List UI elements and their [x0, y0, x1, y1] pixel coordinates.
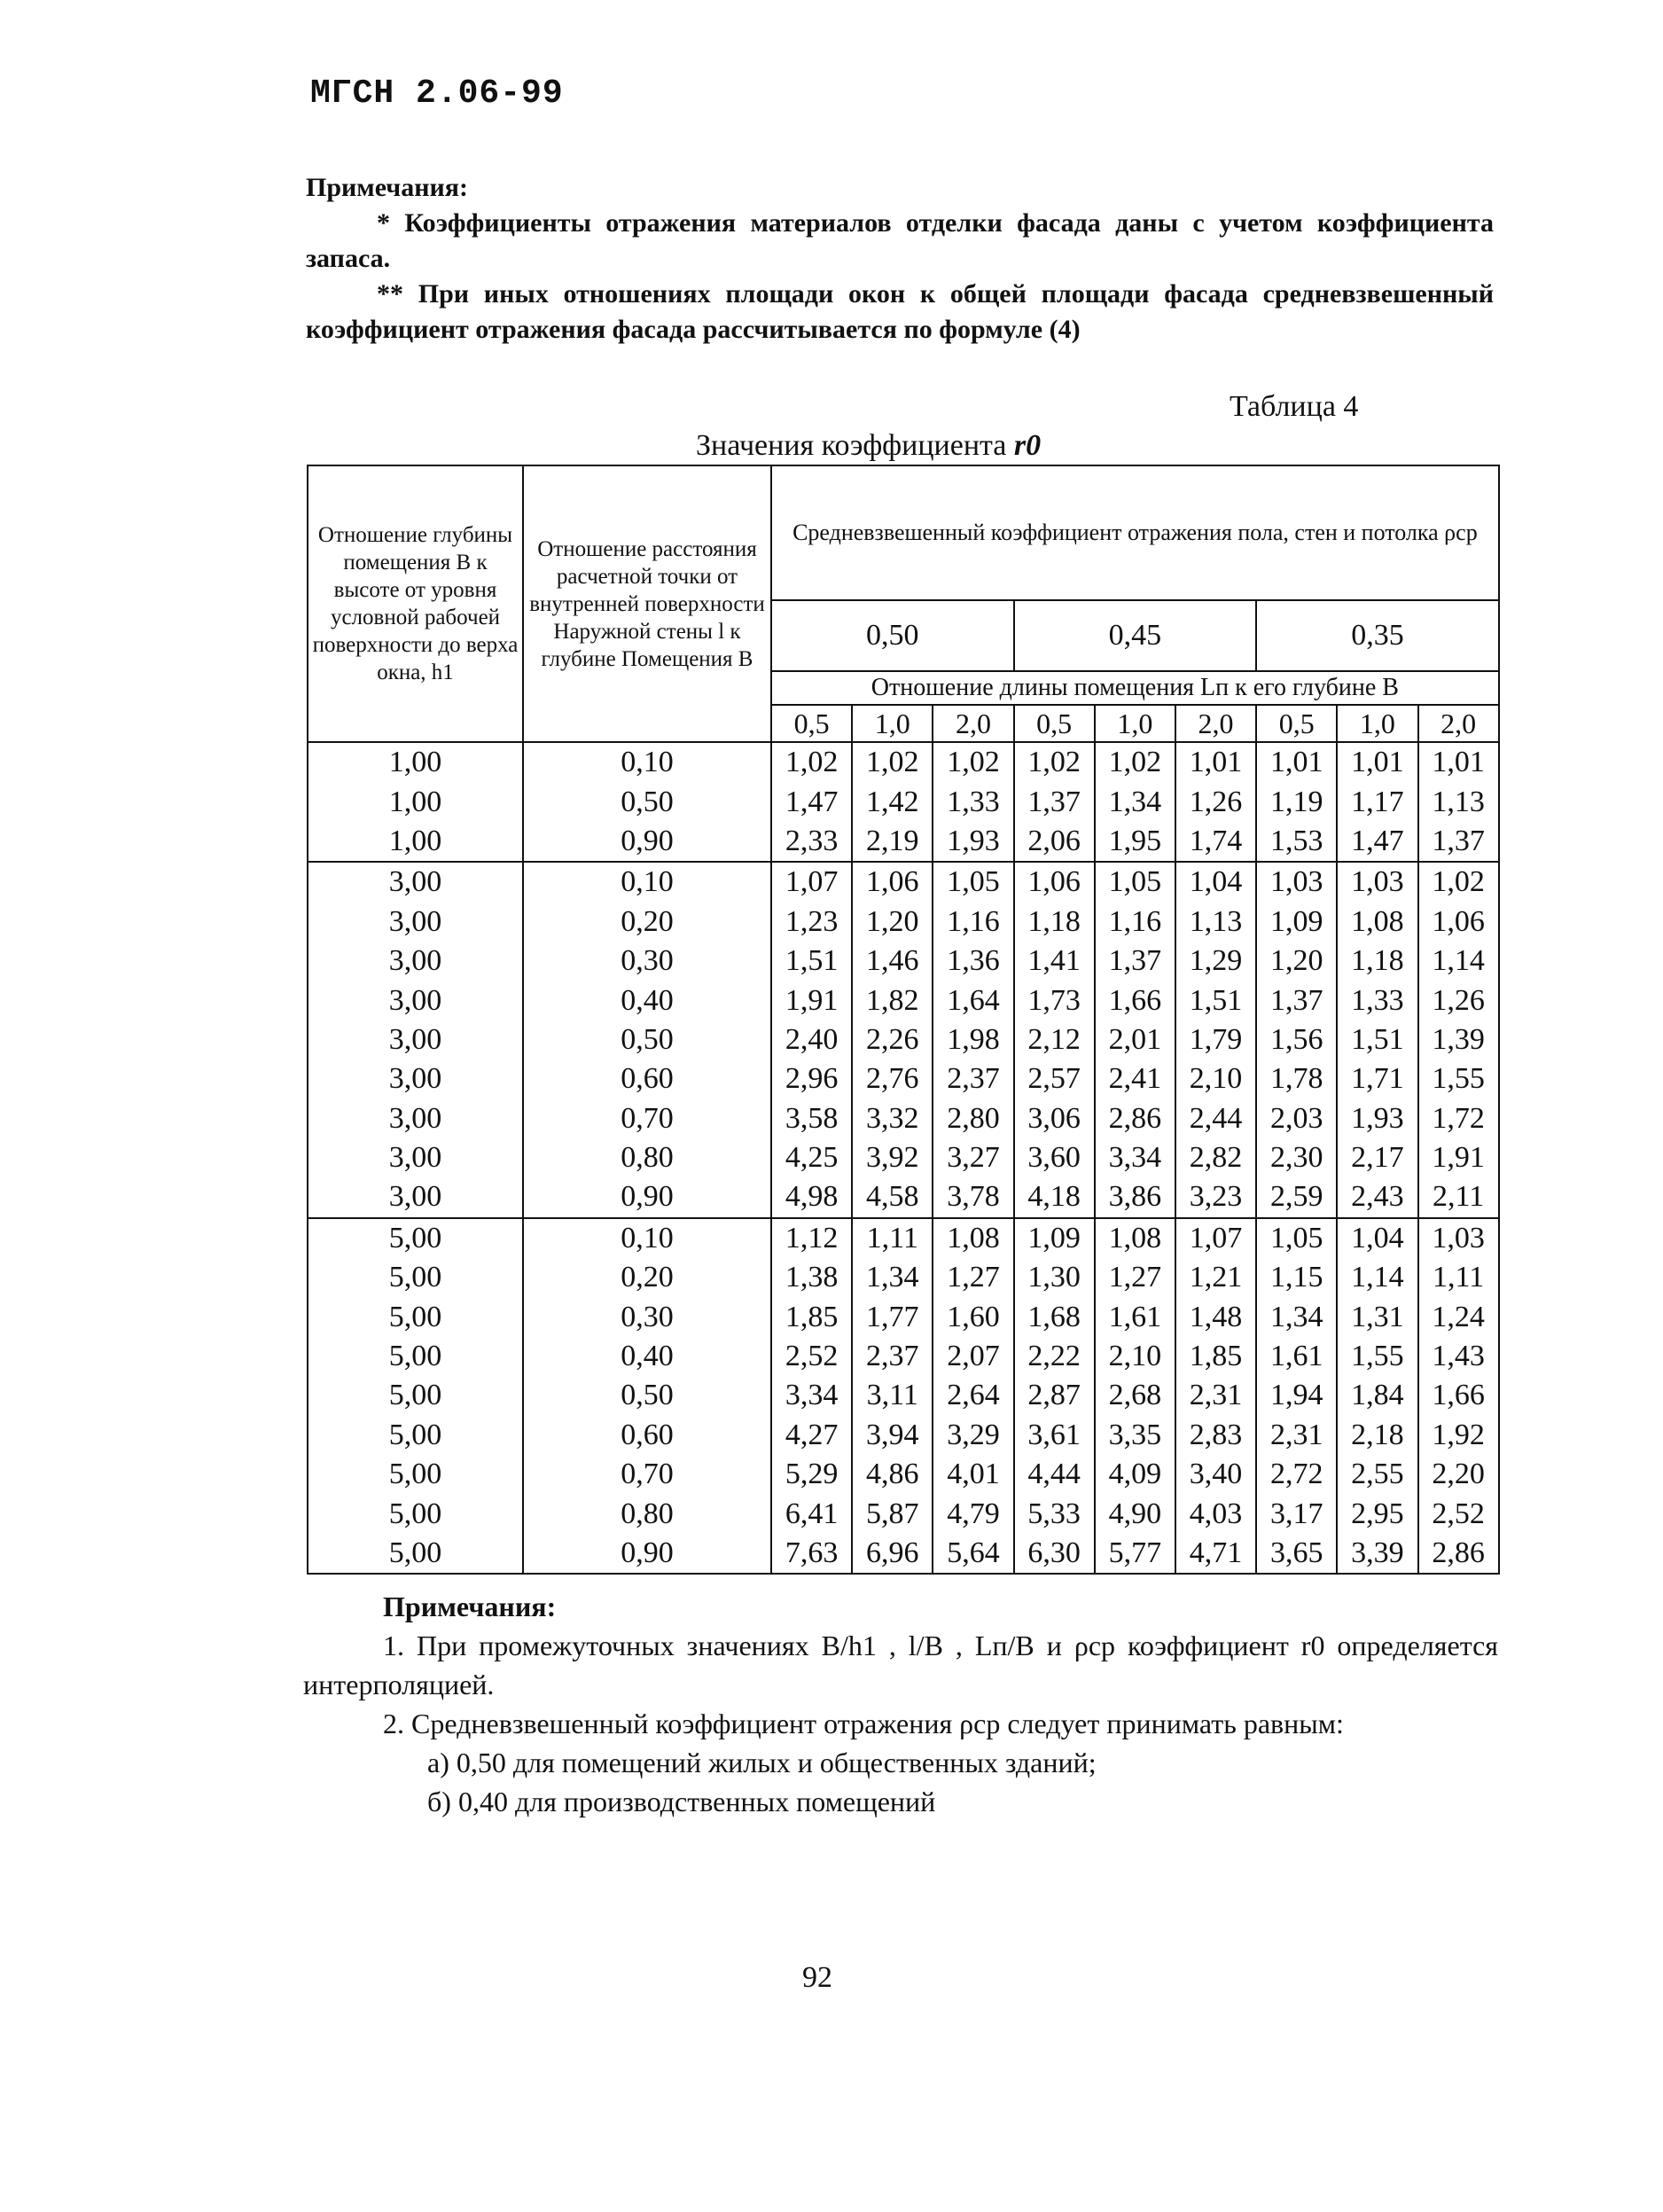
coefficient-cell: 2,86: [1418, 1534, 1499, 1574]
coefficient-cell: 1,02: [1014, 742, 1095, 782]
notes-top: [306, 170, 1494, 348]
coefficient-cell: 1,15: [1256, 1258, 1337, 1297]
coefficient-cell: 1,33: [933, 782, 1013, 821]
coefficient-cell: 1,55: [1418, 1059, 1499, 1098]
coefficient-cell: 2,40: [771, 1020, 852, 1059]
coefficient-cell: 4,25: [771, 1138, 852, 1177]
coefficient-cell: 1,18: [1014, 903, 1095, 942]
coefficient-cell: 3,23: [1175, 1177, 1256, 1217]
depth-height-ratio-cell: 3,00: [308, 903, 523, 942]
coefficient-cell: 3,34: [1095, 1138, 1175, 1177]
length-ratio-cell: 1,0: [1337, 705, 1417, 742]
coefficient-cell: 1,60: [933, 1297, 1013, 1336]
coefficient-cell: 2,76: [852, 1059, 933, 1098]
coefficient-cell: 1,85: [1175, 1337, 1256, 1376]
coefficient-cell: 1,37: [1014, 782, 1095, 821]
table-row: [308, 981, 1499, 1020]
table-row: [308, 903, 1499, 942]
distance-ratio-cell: 0,60: [523, 1416, 771, 1455]
coefficient-cell: 1,79: [1175, 1020, 1256, 1059]
coefficient-cell: 1,08: [933, 1218, 1013, 1258]
depth-height-ratio-cell: 1,00: [308, 822, 523, 862]
coefficient-cell: 1,19: [1256, 782, 1337, 821]
col-header-distance-depth: Отношение расстояния расчетной точки от внутренней поверхности Наружной стены l к глубине Помещения B: [523, 465, 771, 742]
coefficient-cell: 2,37: [933, 1059, 1013, 1098]
coefficient-cell: 2,64: [933, 1376, 1013, 1415]
depth-height-ratio-cell: 5,00: [308, 1297, 523, 1336]
coefficient-cell: 2,33: [771, 822, 852, 862]
coefficient-cell: 1,33: [1337, 981, 1417, 1020]
coefficient-cell: 3,92: [852, 1138, 933, 1177]
coefficient-cell: 2,95: [1337, 1494, 1417, 1533]
coefficient-cell: 2,03: [1256, 1099, 1337, 1138]
coefficient-cell: 2,86: [1095, 1099, 1175, 1138]
distance-ratio-cell: 0,50: [523, 1020, 771, 1059]
table-title-text: Значения коэффициента: [696, 429, 1007, 462]
coefficient-cell: 2,20: [1418, 1455, 1499, 1494]
coefficient-cell: 2,10: [1095, 1337, 1175, 1376]
coefficient-cell: 5,77: [1095, 1534, 1175, 1574]
distance-ratio-cell: 0,90: [523, 822, 771, 862]
coefficient-cell: 1,03: [1337, 862, 1417, 902]
notes-bottom: [303, 1587, 1498, 1821]
coefficient-cell: 1,64: [933, 981, 1013, 1020]
depth-height-ratio-cell: 3,00: [308, 1099, 523, 1138]
coefficient-cell: 1,74: [1175, 822, 1256, 862]
distance-ratio-cell: 0,10: [523, 742, 771, 782]
distance-ratio-cell: 0,50: [523, 782, 771, 821]
length-ratio-cell: 2,0: [1175, 705, 1256, 742]
coefficient-cell: 1,95: [1095, 822, 1175, 862]
table-row: [308, 1376, 1499, 1415]
coefficient-cell: 1,39: [1418, 1020, 1499, 1059]
table-title: [696, 429, 1041, 463]
coefficient-cell: 1,34: [852, 1258, 933, 1297]
coefficient-cell: 1,37: [1095, 942, 1175, 981]
note-residential: а) 0,50 для помещений жилых и общественных зданий;: [427, 1747, 1097, 1778]
coefficient-cell: 4,71: [1175, 1534, 1256, 1574]
coefficient-cell: 1,93: [1337, 1099, 1417, 1138]
coefficient-cell: 3,34: [771, 1376, 852, 1415]
coefficient-cell: 1,26: [1418, 981, 1499, 1020]
coefficient-cell: 1,34: [1095, 782, 1175, 821]
note-window-ratio: ** При иных отношениях площади окон к общей площади фасада средневзвешенный коэффициент отражения фасада рассчитывается по формуле (4): [306, 279, 1494, 344]
table-row: [308, 1138, 1499, 1177]
note-facade-coefficients: * Коэффициенты отражения материалов отделки фасада даны с учетом коэффициента запаса.: [306, 208, 1494, 273]
table-row: [308, 862, 1499, 902]
table-row: [308, 1416, 1499, 1455]
coefficient-cell: 6,30: [1014, 1534, 1095, 1574]
rho-header: 0,35: [1256, 600, 1499, 671]
coefficient-cell: 1,41: [1014, 942, 1095, 981]
coefficient-cell: 3,39: [1337, 1534, 1417, 1574]
length-ratio-header: Отношение длины помещения Lп к его глубине B: [771, 671, 1499, 705]
coefficient-cell: 1,03: [1418, 1218, 1499, 1258]
coefficient-cell: 1,56: [1256, 1020, 1337, 1059]
coefficient-cell: 1,23: [771, 903, 852, 942]
coefficient-cell: 1,78: [1256, 1059, 1337, 1098]
coefficient-cell: 1,82: [852, 981, 933, 1020]
distance-ratio-cell: 0,20: [523, 1258, 771, 1297]
coefficient-cell: 1,43: [1418, 1337, 1499, 1376]
coefficient-cell: 1,14: [1337, 1258, 1417, 1297]
coefficient-cell: 1,16: [1095, 903, 1175, 942]
distance-ratio-cell: 0,30: [523, 1297, 771, 1336]
coefficient-cell: 1,31: [1337, 1297, 1417, 1336]
coefficient-cell: 4,98: [771, 1177, 852, 1217]
coefficient-cell: 2,59: [1256, 1177, 1337, 1217]
table-row: [308, 782, 1499, 821]
distance-ratio-cell: 0,20: [523, 903, 771, 942]
coefficient-cell: 3,58: [771, 1099, 852, 1138]
coefficient-cell: 1,27: [933, 1258, 1013, 1297]
table-row: [308, 1099, 1499, 1138]
coefficient-cell: 4,01: [933, 1455, 1013, 1494]
coefficient-cell: 2,96: [771, 1059, 852, 1098]
length-ratio-cell: 1,0: [1095, 705, 1175, 742]
coefficient-cell: 2,43: [1337, 1177, 1417, 1217]
coefficient-cell: 2,44: [1175, 1099, 1256, 1138]
depth-height-ratio-cell: 5,00: [308, 1455, 523, 1494]
depth-height-ratio-cell: 3,00: [308, 942, 523, 981]
coefficient-cell: 4,03: [1175, 1494, 1256, 1533]
coefficient-cell: 3,35: [1095, 1416, 1175, 1455]
coefficient-cell: 1,51: [771, 942, 852, 981]
coefficient-cell: 1,91: [771, 981, 852, 1020]
table-row: [308, 1297, 1499, 1336]
coefficient-cell: 1,98: [933, 1020, 1013, 1059]
coefficient-cell: 2,01: [1095, 1020, 1175, 1059]
coefficient-cell: 4,90: [1095, 1494, 1175, 1533]
coefficient-cell: 1,07: [771, 862, 852, 902]
coefficient-cell: 1,08: [1337, 903, 1417, 942]
coefficient-cell: 1,04: [1337, 1218, 1417, 1258]
coefficient-cell: 2,52: [1418, 1494, 1499, 1533]
coefficient-cell: 1,51: [1175, 981, 1256, 1020]
coefficient-cell: 1,36: [933, 942, 1013, 981]
coefficient-cell: 1,66: [1418, 1376, 1499, 1415]
distance-ratio-cell: 0,90: [523, 1177, 771, 1217]
table-row: [308, 942, 1499, 981]
distance-ratio-cell: 0,30: [523, 942, 771, 981]
coefficient-cell: 1,08: [1095, 1218, 1175, 1258]
coefficient-cell: 5,29: [771, 1455, 852, 1494]
coefficient-cell: 1,91: [1418, 1138, 1499, 1177]
coefficient-cell: 2,19: [852, 822, 933, 862]
coefficient-cell: 1,14: [1418, 942, 1499, 981]
coefficient-cell: 1,20: [852, 903, 933, 942]
coefficient-cell: 2,07: [933, 1337, 1013, 1376]
coefficient-cell: 1,21: [1175, 1258, 1256, 1297]
coefficient-cell: 1,11: [1418, 1258, 1499, 1297]
depth-height-ratio-cell: 3,00: [308, 862, 523, 902]
coefficient-cell: 2,11: [1418, 1177, 1499, 1217]
rho-header: 0,50: [771, 600, 1014, 671]
table-row: [308, 1177, 1499, 1217]
coefficient-cell: 2,41: [1095, 1059, 1175, 1098]
coefficient-cell: 6,96: [852, 1534, 933, 1574]
coefficient-cell: 3,27: [933, 1138, 1013, 1177]
length-ratio-cell: 2,0: [1418, 705, 1499, 742]
coefficient-cell: 4,27: [771, 1416, 852, 1455]
coefficient-cell: 3,11: [852, 1376, 933, 1415]
table-label: Таблица 4: [1230, 390, 1359, 423]
table-row: [308, 742, 1499, 782]
depth-height-ratio-cell: 1,00: [308, 782, 523, 821]
depth-height-ratio-cell: 5,00: [308, 1416, 523, 1455]
distance-ratio-cell: 0,50: [523, 1376, 771, 1415]
coefficient-cell: 1,12: [771, 1218, 852, 1258]
distance-ratio-cell: 0,80: [523, 1138, 771, 1177]
distance-ratio-cell: 0,10: [523, 1218, 771, 1258]
length-ratio-cell: 0,5: [771, 705, 852, 742]
coefficient-cell: 2,30: [1256, 1138, 1337, 1177]
coefficient-cell: 3,32: [852, 1099, 933, 1138]
col-header-reflection: Средневзвешенный коэффициент отражения пола, стен и потолка ρср: [771, 465, 1499, 600]
coefficient-cell: 1,03: [1256, 862, 1337, 902]
coefficient-cell: 3,65: [1256, 1534, 1337, 1574]
table-row: [308, 1534, 1499, 1574]
coefficient-cell: 4,86: [852, 1455, 933, 1494]
coefficient-cell: 2,80: [933, 1099, 1013, 1138]
table-title-symbol: r0: [1013, 429, 1042, 462]
coefficient-cell: 1,61: [1095, 1297, 1175, 1336]
coefficient-cell: 1,66: [1095, 981, 1175, 1020]
note-interpolation: 1. При промежуточных значениях B/h1 , l/B , Lп/B и ρср коэффициент r0 определяется интерполяцией.: [303, 1630, 1498, 1700]
table-row: [308, 1258, 1499, 1297]
coefficient-cell: 1,84: [1337, 1376, 1417, 1415]
coefficient-cell: 4,09: [1095, 1455, 1175, 1494]
depth-height-ratio-cell: 3,00: [308, 1059, 523, 1098]
coefficient-cell: 1,38: [771, 1258, 852, 1297]
depth-height-ratio-cell: 5,00: [308, 1534, 523, 1574]
coefficient-cell: 1,85: [771, 1297, 852, 1336]
length-ratio-cell: 0,5: [1256, 705, 1337, 742]
coefficient-cell: 1,42: [852, 782, 933, 821]
coefficient-cell: 1,02: [852, 742, 933, 782]
coefficient-cell: 4,58: [852, 1177, 933, 1217]
coefficient-cell: 1,13: [1175, 903, 1256, 942]
coefficient-cell: 1,20: [1256, 942, 1337, 981]
coefficient-cell: 1,30: [1014, 1258, 1095, 1297]
coefficient-cell: 2,26: [852, 1020, 933, 1059]
coefficient-cell: 1,37: [1418, 822, 1499, 862]
coefficient-cell: 2,37: [852, 1337, 933, 1376]
coefficient-cell: 1,09: [1014, 1218, 1095, 1258]
coefficient-cell: 3,17: [1256, 1494, 1337, 1533]
depth-height-ratio-cell: 5,00: [308, 1376, 523, 1415]
distance-ratio-cell: 0,90: [523, 1534, 771, 1574]
document-code: МГСН 2.06-99: [310, 74, 564, 113]
distance-ratio-cell: 0,70: [523, 1099, 771, 1138]
coefficient-cell: 1,01: [1418, 742, 1499, 782]
coefficient-cell: 3,86: [1095, 1177, 1175, 1217]
coefficient-cell: 3,78: [933, 1177, 1013, 1217]
distance-ratio-cell: 0,40: [523, 1337, 771, 1376]
depth-height-ratio-cell: 5,00: [308, 1337, 523, 1376]
coefficient-cell: 3,40: [1175, 1455, 1256, 1494]
coefficient-cell: 1,07: [1175, 1218, 1256, 1258]
table-row: [308, 1059, 1499, 1098]
table-row: [308, 1455, 1499, 1494]
coefficient-cell: 1,92: [1418, 1416, 1499, 1455]
coefficient-cell: 1,26: [1175, 782, 1256, 821]
coefficient-cell: 1,51: [1337, 1020, 1417, 1059]
coefficient-cell: 1,09: [1256, 903, 1337, 942]
length-ratio-cell: 2,0: [933, 705, 1013, 742]
coefficient-cell: 1,71: [1337, 1059, 1417, 1098]
coefficient-cell: 1,02: [771, 742, 852, 782]
coefficient-cell: 2,06: [1014, 822, 1095, 862]
coefficient-cell: 3,60: [1014, 1138, 1095, 1177]
coefficient-cell: 1,53: [1256, 822, 1337, 862]
coefficient-cell: 1,93: [933, 822, 1013, 862]
coefficient-cell: 2,82: [1175, 1138, 1256, 1177]
coefficient-cell: 1,27: [1095, 1258, 1175, 1297]
coefficient-cell: 1,29: [1175, 942, 1256, 981]
coefficient-cell: 1,02: [1095, 742, 1175, 782]
notes-bottom-title: Примечания:: [383, 1591, 557, 1622]
coefficient-cell: 3,29: [933, 1416, 1013, 1455]
coefficient-cell: 2,31: [1175, 1376, 1256, 1415]
note-reflection-value: 2. Средневзвешенный коэффициент отражения ρср следует принимать равным:: [383, 1708, 1344, 1739]
coefficient-cell: 1,24: [1418, 1297, 1499, 1336]
coefficient-cell: 1,06: [1014, 862, 1095, 902]
coefficient-cell: 1,94: [1256, 1376, 1337, 1415]
distance-ratio-cell: 0,10: [523, 862, 771, 902]
depth-height-ratio-cell: 3,00: [308, 1138, 523, 1177]
coefficient-cell: 1,72: [1418, 1099, 1499, 1138]
coefficient-cell: 1,46: [852, 942, 933, 981]
coefficient-cell: 1,68: [1014, 1297, 1095, 1336]
coefficient-cell: 1,13: [1418, 782, 1499, 821]
coefficient-cell: 1,01: [1175, 742, 1256, 782]
coefficient-cell: 1,17: [1337, 782, 1417, 821]
coefficient-cell: 1,16: [933, 903, 1013, 942]
distance-ratio-cell: 0,60: [523, 1059, 771, 1098]
length-ratio-cell: 1,0: [852, 705, 933, 742]
coefficient-cell: 1,77: [852, 1297, 933, 1336]
coefficient-cell: 3,94: [852, 1416, 933, 1455]
depth-height-ratio-cell: 3,00: [308, 1020, 523, 1059]
rho-header: 0,45: [1014, 600, 1257, 671]
depth-height-ratio-cell: 1,00: [308, 742, 523, 782]
coefficient-cell: 1,55: [1337, 1337, 1417, 1376]
coefficient-cell: 3,06: [1014, 1099, 1095, 1138]
coefficient-cell: 1,18: [1337, 942, 1417, 981]
coefficient-cell: 2,22: [1014, 1337, 1095, 1376]
coefficient-cell: 1,37: [1256, 981, 1337, 1020]
depth-height-ratio-cell: 5,00: [308, 1258, 523, 1297]
table-row: [308, 1218, 1499, 1258]
coefficient-cell: 1,01: [1256, 742, 1337, 782]
length-ratio-cell: 0,5: [1014, 705, 1095, 742]
coefficient-cell: 2,18: [1337, 1416, 1417, 1455]
coefficient-cell: 1,11: [852, 1218, 933, 1258]
coefficient-cell: 1,04: [1175, 862, 1256, 902]
page-number: 92: [802, 1961, 832, 1994]
coefficient-cell: 3,61: [1014, 1416, 1095, 1455]
coefficient-cell: 2,12: [1014, 1020, 1095, 1059]
coefficient-cell: 1,61: [1256, 1337, 1337, 1376]
table-row: [308, 1337, 1499, 1376]
depth-height-ratio-cell: 5,00: [308, 1494, 523, 1533]
coefficient-cell: 2,55: [1337, 1455, 1417, 1494]
coefficient-cell: 2,87: [1014, 1376, 1095, 1415]
coefficient-cell: 2,31: [1256, 1416, 1337, 1455]
coefficient-cell: 5,64: [933, 1534, 1013, 1574]
coefficient-cell: 4,79: [933, 1494, 1013, 1533]
depth-height-ratio-cell: 3,00: [308, 1177, 523, 1217]
notes-top-title: Примечания:: [306, 173, 469, 202]
coefficient-cell: 7,63: [771, 1534, 852, 1574]
coefficient-table: [307, 465, 1500, 1575]
coefficient-cell: 2,83: [1175, 1416, 1256, 1455]
coefficient-cell: 1,05: [1095, 862, 1175, 902]
table-body: [308, 742, 1499, 1574]
coefficient-cell: 2,17: [1337, 1138, 1417, 1177]
depth-height-ratio-cell: 5,00: [308, 1218, 523, 1258]
coefficient-cell: 1,02: [933, 742, 1013, 782]
coefficient-cell: 5,87: [852, 1494, 933, 1533]
coefficient-cell: 4,18: [1014, 1177, 1095, 1217]
coefficient-cell: 1,34: [1256, 1297, 1337, 1336]
table-row: [308, 822, 1499, 862]
coefficient-cell: 1,05: [933, 862, 1013, 902]
distance-ratio-cell: 0,70: [523, 1455, 771, 1494]
coefficient-cell: 6,41: [771, 1494, 852, 1533]
distance-ratio-cell: 0,80: [523, 1494, 771, 1533]
coefficient-cell: 2,10: [1175, 1059, 1256, 1098]
coefficient-cell: 1,73: [1014, 981, 1095, 1020]
coefficient-cell: 1,02: [1418, 862, 1499, 902]
coefficient-cell: 1,06: [852, 862, 933, 902]
coefficient-cell: 1,06: [1418, 903, 1499, 942]
coefficient-cell: 1,47: [1337, 822, 1417, 862]
distance-ratio-cell: 0,40: [523, 981, 771, 1020]
coefficient-cell: 2,52: [771, 1337, 852, 1376]
coefficient-cell: 1,47: [771, 782, 852, 821]
coefficient-cell: 5,33: [1014, 1494, 1095, 1533]
col-header-depth-height: Отношение глубины помещения B к высоте от уровня условной рабочей поверхности до верха окна, h1: [308, 465, 523, 742]
note-industrial: б) 0,40 для производственных помещений: [427, 1786, 936, 1817]
table-row: [308, 1020, 1499, 1059]
coefficient-cell: 2,72: [1256, 1455, 1337, 1494]
depth-height-ratio-cell: 3,00: [308, 981, 523, 1020]
table-row: [308, 1494, 1499, 1533]
coefficient-cell: 1,05: [1256, 1218, 1337, 1258]
coefficient-cell: 4,44: [1014, 1455, 1095, 1494]
coefficient-cell: 2,57: [1014, 1059, 1095, 1098]
coefficient-cell: 1,48: [1175, 1297, 1256, 1336]
coefficient-cell: 1,01: [1337, 742, 1417, 782]
coefficient-cell: 2,68: [1095, 1376, 1175, 1415]
